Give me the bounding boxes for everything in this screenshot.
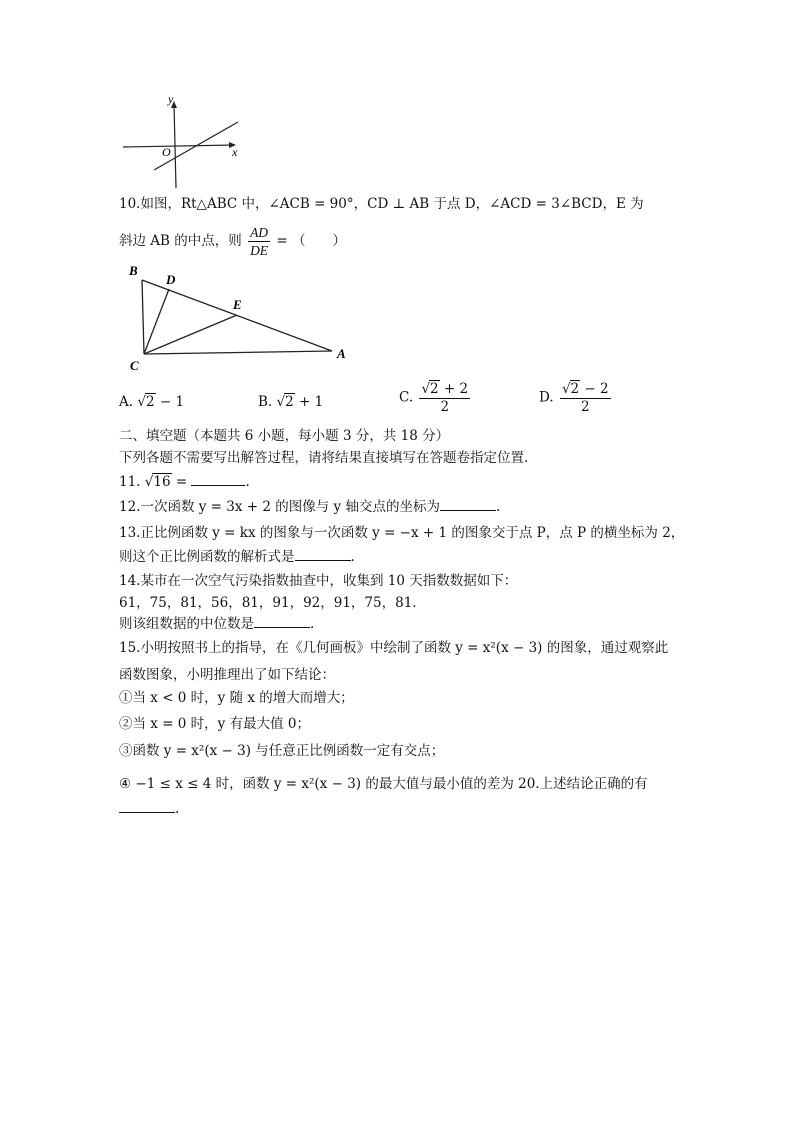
section2-heading: 二、填空题（本题共 6 小题，每小题 3 分，共 18 分） — [119, 428, 450, 444]
segment-CD — [144, 289, 169, 354]
side-BC — [142, 280, 144, 354]
q15-end: . — [175, 801, 180, 817]
q14-line1: 14.某市在一次空气污染指数抽查中，收集到 10 天指数数据如下： — [119, 573, 518, 589]
q14-line3 — [119, 615, 314, 633]
option-d-prefix: D. — [539, 389, 554, 406]
q10-frac-num: AD — [250, 225, 269, 240]
option-b-tail: + 1 — [299, 394, 324, 410]
label-A: A — [337, 346, 346, 361]
origin-label: O — [162, 145, 171, 159]
q11-answer-blank[interactable] — [191, 473, 245, 486]
option-d-fraction: $\frac{√2 - 2}{2}$ — [561, 381, 609, 415]
option-c-prefix: C. — [399, 389, 414, 406]
option-d-num-radicand: 2 — [570, 381, 580, 397]
q11-radicand: 16 — [153, 474, 171, 490]
option-c-num-tail: + 2 — [439, 381, 469, 397]
q14-data: 61，75，81，56，81，91，92，91，75，81. — [119, 595, 417, 611]
side-CA — [144, 351, 332, 354]
option-b-radicand: 2 — [285, 394, 294, 410]
q15-conclusion-3: ③函数 y = x²(x − 3) 与任意正比例函数一定有交点； — [119, 743, 445, 759]
q11: 11. √16 = . — [119, 474, 250, 490]
q11-tail: = — [171, 474, 192, 490]
q13-line2-text: 则这个正比例函数的解析式是 — [119, 549, 295, 565]
segment-CE — [144, 315, 237, 354]
option-c-fraction: $\frac{√2 + 2}{2}$ — [421, 381, 469, 415]
q10-line2 — [119, 224, 346, 259]
label-B: B — [129, 263, 138, 278]
q12 — [119, 498, 500, 516]
q15-line2: 函数图象，小明推理出了如下结论： — [119, 667, 335, 683]
x-axis-label: x — [232, 145, 238, 159]
q13-end: . — [350, 549, 355, 565]
q14-answer-blank[interactable] — [254, 615, 310, 628]
q15-conclusion-1: ①当 x < 0 时，y 随 x 的增大而增大； — [119, 690, 354, 706]
option-c-num-radicand: 2 — [430, 381, 439, 397]
option-c — [399, 380, 472, 416]
q11-prefix: 11. — [119, 474, 145, 490]
option-a-prefix: A. — [119, 394, 134, 410]
q15-conclusion-4: ④ −1 ≤ x ≤ 4 时，函数 y = x²(x − 3) 的最大值与最小值的差为 20.上述结论正确的有 — [119, 776, 648, 792]
option-b-prefix: B. — [258, 394, 273, 410]
q14-end: . — [310, 616, 315, 632]
q12-answer-blank[interactable] — [440, 498, 496, 511]
option-d-num-tail: − 2 — [580, 381, 609, 397]
q10-line2-pre: 斜边 AB 的中点，则 — [119, 233, 242, 249]
label-D: D — [166, 272, 176, 287]
q13-line2 — [119, 548, 355, 566]
q10-line1: 10.如图，Rt△ABC 中，∠ACB = 90°，CD ⊥ AB 于点 D，∠ACD = 3∠BCD，E 为 — [119, 196, 644, 212]
option-c-den: 2 — [440, 399, 450, 415]
q12-end: . — [495, 499, 501, 515]
q11-end: . — [245, 474, 250, 490]
q15-answer-blank[interactable] — [119, 800, 175, 813]
q14-line3-text: 则该组数据的中位数是 — [119, 616, 254, 632]
option-a: A. √2 − 1 — [119, 394, 185, 410]
label-C: C — [130, 358, 139, 373]
q15-line1: 15.小明按照书上的指导，在《几何画板》中绘制了函数 y = x²(x − 3) 的图象，通过观察此 — [119, 640, 669, 656]
q12-text: 12.一次函数 y = 3x + 2 的图像与 y 轴交点的坐标为 — [119, 499, 440, 515]
q15-conclusion-2: ②当 x = 0 时，y 有最大值 0； — [119, 716, 310, 732]
triangle-figure — [124, 262, 354, 374]
y-axis-label: y — [168, 92, 174, 106]
option-a-tail: − 1 — [159, 394, 185, 410]
option-b: B. √2 + 1 — [258, 394, 324, 410]
x-axis — [123, 145, 234, 147]
q10-fraction — [248, 224, 270, 259]
option-d — [539, 380, 613, 416]
option-a-radicand: 2 — [145, 394, 155, 410]
q10-frac-den: DE — [250, 243, 269, 258]
q15-answer-line — [119, 800, 179, 818]
q13-line1: 13.正比例函数 y = kx 的图象与一次函数 y = −x + 1 的图象交于点 P，点 P 的横坐标为 2， — [119, 525, 685, 541]
q13-answer-blank[interactable] — [295, 548, 351, 561]
label-E: E — [233, 297, 242, 312]
option-d-den: 2 — [580, 399, 590, 415]
section2-instruction: 下列各题不需要写出解答过程，请将结果直接填写在答题卷指定位置. — [119, 450, 529, 466]
q10-line2-post: = （ ） — [276, 233, 346, 249]
axes-figure — [118, 92, 248, 192]
